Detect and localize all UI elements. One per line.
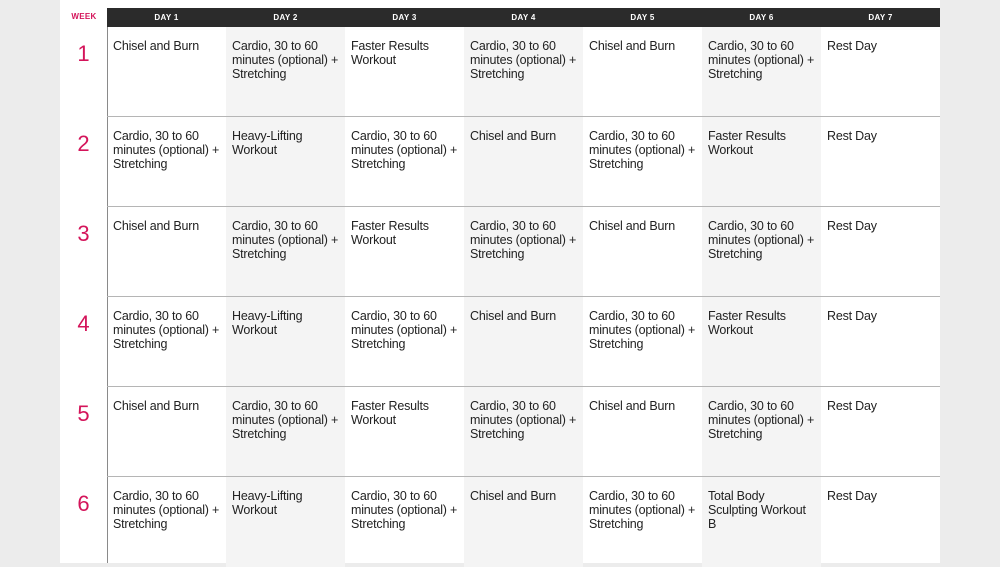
workout-cell: Cardio, 30 to 60 minutes (optional) + Stretching xyxy=(113,129,220,171)
workout-cell: Rest Day xyxy=(827,489,877,503)
workout-cell: Cardio, 30 to 60 minutes (optional) + Stretching xyxy=(589,489,696,531)
week-row xyxy=(60,297,940,387)
workout-cell: Rest Day xyxy=(827,309,877,323)
workout-cell: Chisel and Burn xyxy=(113,399,199,413)
week-column-label: WEEK xyxy=(71,12,97,21)
day-header: DAY 4 xyxy=(511,13,536,22)
week-row xyxy=(60,387,940,477)
workout-cell: Cardio, 30 to 60 minutes (optional) + Stretching xyxy=(702,387,821,477)
workout-cell: Chisel and Burn xyxy=(113,219,199,233)
workout-cell: Rest Day xyxy=(827,129,877,143)
workout-cell: Chisel and Burn xyxy=(113,39,199,53)
workout-cell: Cardio, 30 to 60 minutes (optional) + Stretching xyxy=(702,207,821,297)
workout-cell: Chisel and Burn xyxy=(464,297,583,387)
day-header: DAY 1 xyxy=(154,13,179,22)
day-header: DAY 3 xyxy=(392,13,417,22)
week-row xyxy=(60,117,940,207)
week-row xyxy=(60,27,940,117)
workout-cell: Faster Results Workout xyxy=(351,219,429,247)
day-header-bar xyxy=(107,8,940,27)
week-number: 4 xyxy=(77,311,90,336)
workout-cell: Cardio, 30 to 60 minutes (optional) + Stretching xyxy=(226,387,345,477)
workout-cell: Cardio, 30 to 60 minutes (optional) + Stretching xyxy=(702,27,821,117)
workout-cell: Cardio, 30 to 60 minutes (optional) + Stretching xyxy=(351,489,458,531)
week-number: 3 xyxy=(77,221,90,246)
workout-cell: Cardio, 30 to 60 minutes (optional) + Stretching xyxy=(226,27,345,117)
workout-cell: Chisel and Burn xyxy=(464,477,583,567)
workout-cell: Cardio, 30 to 60 minutes (optional) + Stretching xyxy=(113,309,220,351)
week-row xyxy=(60,477,940,567)
workout-cell: Faster Results Workout xyxy=(351,39,429,67)
week-number: 1 xyxy=(77,41,90,66)
week-number: 2 xyxy=(77,131,90,156)
day-header: DAY 5 xyxy=(630,13,655,22)
week-row xyxy=(60,207,940,297)
workout-cell: Cardio, 30 to 60 minutes (optional) + Stretching xyxy=(464,207,583,297)
workout-cell: Faster Results Workout xyxy=(702,117,821,207)
workout-cell: Rest Day xyxy=(827,399,877,413)
workout-cell: Cardio, 30 to 60 minutes (optional) + Stretching xyxy=(464,27,583,117)
workout-cell: Cardio, 30 to 60 minutes (optional) + Stretching xyxy=(226,207,345,297)
schedule-grid xyxy=(60,27,940,567)
workout-cell: Heavy-Lifting Workout xyxy=(226,477,345,567)
schedule-page xyxy=(60,0,940,563)
workout-cell: Cardio, 30 to 60 minutes (optional) + Stretching xyxy=(351,129,458,171)
workout-cell: Cardio, 30 to 60 minutes (optional) + Stretching xyxy=(589,129,696,171)
workout-cell: Cardio, 30 to 60 minutes (optional) + Stretching xyxy=(464,387,583,477)
week-number: 5 xyxy=(77,401,90,426)
workout-cell: Chisel and Burn xyxy=(464,117,583,207)
workout-cell: Chisel and Burn xyxy=(589,39,675,53)
day-header: DAY 6 xyxy=(749,13,774,22)
workout-cell: Chisel and Burn xyxy=(589,399,675,413)
workout-cell: Cardio, 30 to 60 minutes (optional) + Stretching xyxy=(351,309,458,351)
workout-cell: Rest Day xyxy=(827,219,877,233)
workout-cell: Total Body Sculpting Workout B xyxy=(702,477,821,567)
workout-cell: Heavy-Lifting Workout xyxy=(226,297,345,387)
workout-cell: Faster Results Workout xyxy=(351,399,429,427)
day-header: DAY 7 xyxy=(868,13,893,22)
workout-cell: Cardio, 30 to 60 minutes (optional) + Stretching xyxy=(113,489,220,531)
workout-cell: Cardio, 30 to 60 minutes (optional) + Stretching xyxy=(589,309,696,351)
week-number: 6 xyxy=(77,491,90,516)
workout-cell: Rest Day xyxy=(827,39,877,53)
workout-cell: Heavy-Lifting Workout xyxy=(226,117,345,207)
workout-cell: Faster Results Workout xyxy=(702,297,821,387)
day-header: DAY 2 xyxy=(273,13,298,22)
workout-cell: Chisel and Burn xyxy=(589,219,675,233)
